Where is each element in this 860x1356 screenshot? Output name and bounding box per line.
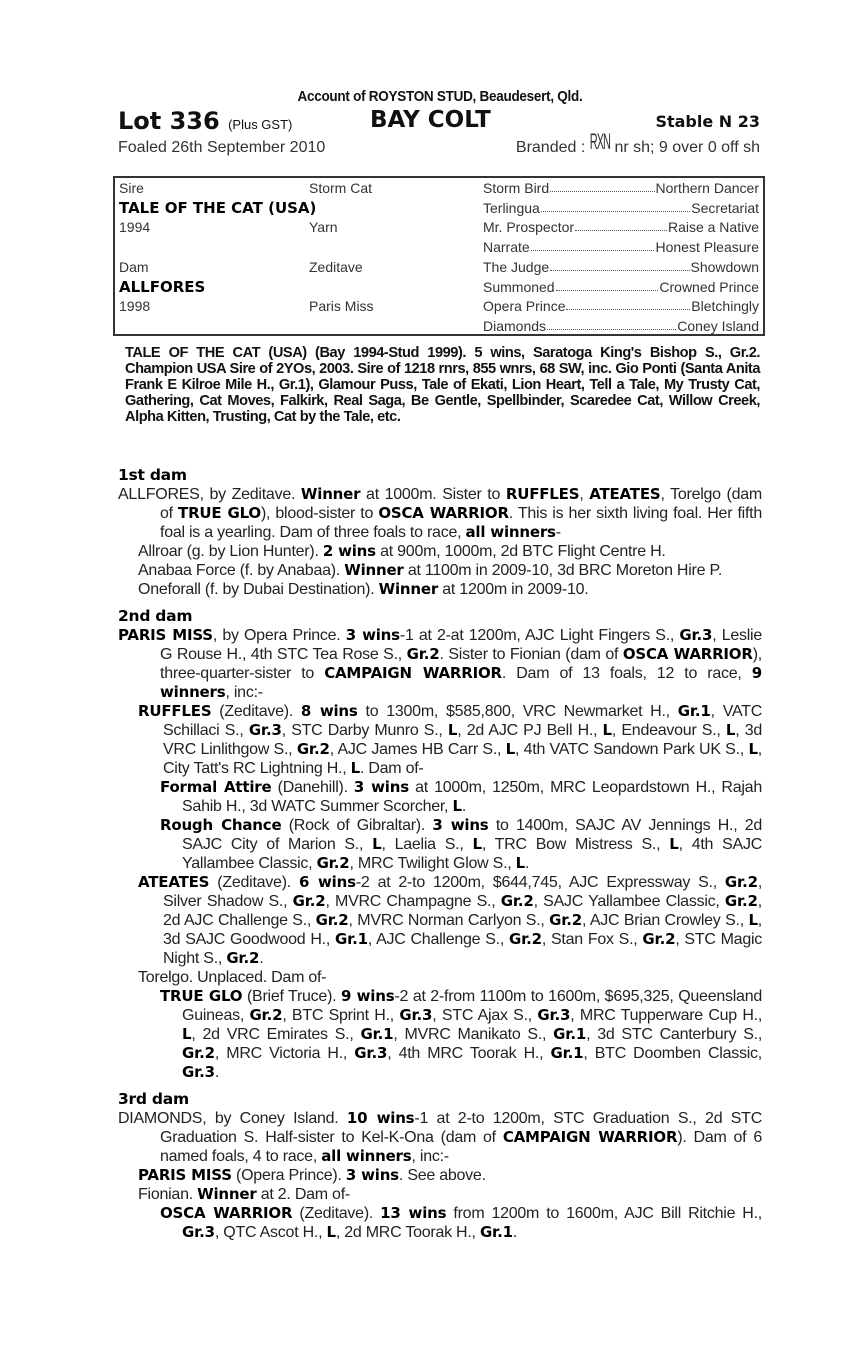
catalogue-body bbox=[118, 458, 762, 1250]
pedigree-col1: Sire bbox=[119, 180, 144, 196]
bold-text: Formal Attire bbox=[160, 778, 272, 796]
pedigree-col1: ALLFORES bbox=[119, 277, 206, 296]
bold-text: L bbox=[725, 721, 736, 739]
pedigree-ancestors bbox=[483, 259, 759, 275]
bold-text: 10 wins bbox=[346, 1109, 415, 1127]
text: . bbox=[512, 1224, 518, 1241]
pedigree-ancestors bbox=[483, 298, 759, 314]
bold-text: 9 wins bbox=[340, 987, 395, 1005]
produce-entry bbox=[118, 1109, 762, 1166]
text: at 1100m in 2009-10, 3d BRC Moreton Hire P. bbox=[403, 562, 723, 579]
text: , inc:- bbox=[411, 1148, 449, 1165]
text: , BTC Sprint H., bbox=[282, 1007, 400, 1024]
pedigree-ancestors bbox=[483, 200, 759, 216]
brand-mark: RXN bbox=[589, 131, 610, 155]
text: -2 at 2-to 1200m, $644,745, AJC Expressway S., bbox=[355, 874, 725, 891]
leader-dots bbox=[547, 318, 676, 330]
bold-text: Gr.2 bbox=[406, 645, 440, 663]
produce-entry bbox=[118, 1166, 762, 1185]
pedigree-col1: TALE OF THE CAT (USA) bbox=[119, 198, 317, 217]
text: (Rock of Gibraltar). bbox=[281, 817, 433, 834]
section-heading: 2nd dam bbox=[118, 607, 193, 625]
lot-number bbox=[118, 107, 292, 135]
bold-text: Gr.2 bbox=[226, 949, 260, 967]
text: at 1000m. Sister to bbox=[360, 486, 506, 503]
text: . bbox=[461, 798, 467, 815]
text: ALLFORES, by Zeditave. bbox=[118, 486, 301, 503]
ancestor-right: Northern Dancer bbox=[655, 180, 759, 196]
text: , MRC Tupperware Cup H., bbox=[570, 1007, 763, 1024]
pedigree-row bbox=[119, 317, 759, 336]
pedigree-col2: Storm Cat bbox=[309, 180, 373, 196]
text: , 3d STC Canterbury S., bbox=[586, 1026, 763, 1043]
bold-text: Gr.1 bbox=[334, 930, 368, 948]
ancestor-left: Narrate bbox=[483, 239, 530, 256]
bold-text: Rough Chance bbox=[160, 816, 282, 834]
bold-text: PARIS MISS bbox=[118, 626, 213, 644]
section-heading: 3rd dam bbox=[118, 1090, 189, 1108]
bold-text: CAMPAIGN WARRIOR bbox=[502, 1128, 678, 1146]
bold-text: Gr.2 bbox=[316, 854, 350, 872]
text: , STC Darby Munro S., bbox=[281, 722, 448, 739]
bold-text: Gr.2 bbox=[315, 911, 349, 929]
branded-label: Branded : bbox=[515, 139, 586, 156]
bold-text: Gr.3 bbox=[679, 626, 713, 644]
foaled-date: Foaled 26th September 2010 bbox=[118, 139, 326, 156]
text: . bbox=[259, 950, 264, 967]
ancestor-left: Summoned bbox=[483, 278, 555, 295]
bold-text: OSCA WARRIOR bbox=[378, 504, 509, 522]
text: . This is her sixth living foal. Her fifth foal is a yearling. Dam of three foals to race, bbox=[160, 505, 763, 541]
text: , Torelgo (dam of bbox=[160, 486, 763, 522]
text: , MVRC Manikato S., bbox=[393, 1026, 554, 1043]
text: at 900m, 1000m, 2d BTC Flight Centre H. bbox=[375, 543, 666, 560]
text: , STC Ajax S., bbox=[432, 1007, 538, 1024]
bold-text: Gr.1 bbox=[360, 1025, 394, 1043]
bold-text: Gr.3 bbox=[354, 1044, 388, 1062]
text: , 4th MRC Toorak H., bbox=[387, 1045, 551, 1062]
bold-text: L bbox=[350, 759, 360, 777]
text: , Laelia S., bbox=[381, 836, 473, 853]
vendor-account: Account of ROYSTON STUD, Beaudesert, Qld. bbox=[297, 88, 583, 105]
text: from 1200m to 1600m, AJC Bill Ritchie H., bbox=[446, 1205, 762, 1222]
leader-dots bbox=[550, 180, 654, 192]
text: (Danehill). bbox=[271, 779, 354, 796]
text: , AJC Challenge S., bbox=[367, 931, 509, 948]
text: , STC Magic Night S., bbox=[163, 931, 763, 967]
lot-line bbox=[118, 107, 762, 137]
bold-text: Gr.2 bbox=[549, 911, 583, 929]
pedigree-row bbox=[119, 238, 759, 257]
text: at 2. Dam of- bbox=[256, 1186, 350, 1203]
bold-text: L bbox=[515, 854, 526, 872]
text: , AJC James HB Carr S., bbox=[329, 741, 506, 758]
bold-text: 6 wins bbox=[298, 873, 356, 891]
bold-text: Gr.3 bbox=[537, 1006, 571, 1024]
text: , 3d VRC Linlithgow S., bbox=[163, 722, 763, 758]
text: . Dam of- bbox=[359, 760, 424, 777]
lot-label: Lot 336 bbox=[118, 107, 220, 135]
text: -1 at 2-at 1200m, AJC Light Fingers S., bbox=[399, 627, 680, 644]
ancestor-left: Storm Bird bbox=[483, 180, 550, 196]
ancestor-right: Showdown bbox=[690, 258, 759, 275]
bold-text: 3 wins bbox=[353, 778, 409, 796]
pedigree-ancestors bbox=[483, 279, 759, 295]
bold-text: Gr.3 bbox=[182, 1223, 215, 1241]
leader-dots bbox=[541, 200, 690, 212]
text: . Sister to Fionian (dam of bbox=[439, 646, 623, 663]
pedigree-row bbox=[119, 199, 759, 218]
text: , Silver Shadow S., bbox=[163, 874, 763, 910]
pedigree-row bbox=[119, 297, 759, 316]
bold-text: PARIS MISS bbox=[138, 1166, 232, 1184]
text: (Zeditave). bbox=[292, 1205, 381, 1222]
bold-text: Gr.2 bbox=[296, 740, 330, 758]
text: Fionian. bbox=[138, 1186, 198, 1203]
produce-entry bbox=[118, 542, 762, 561]
bold-text: L bbox=[182, 1025, 192, 1043]
leader-dots bbox=[556, 279, 659, 291]
text: ), blood-sister to bbox=[260, 505, 379, 522]
text: -2 at 2-from 1100m to 1600m, $695,325, Queensland Guineas, bbox=[182, 988, 762, 1024]
text: Allroar (g. by Lion Hunter). bbox=[138, 543, 323, 560]
text: , MVRC Norman Carlyon S., bbox=[348, 912, 550, 929]
produce-entry bbox=[118, 873, 762, 968]
text: . See above. bbox=[398, 1167, 486, 1184]
text: , Leslie G Rouse H., 4th STC Tea Rose S., bbox=[160, 627, 762, 663]
pedigree-col1: Dam bbox=[119, 258, 149, 275]
pedigree-table bbox=[113, 176, 765, 336]
bold-text: Winner bbox=[344, 561, 404, 579]
bold-text: OSCA WARRIOR bbox=[160, 1204, 293, 1222]
bold-text: Gr.3 bbox=[399, 1006, 433, 1024]
pedigree-ancestors bbox=[483, 180, 759, 196]
bold-text: 8 wins bbox=[300, 702, 358, 720]
produce-entry bbox=[118, 626, 762, 702]
bold-text: all winners bbox=[321, 1147, 412, 1165]
leader-dots bbox=[575, 219, 667, 231]
produce-entry bbox=[118, 561, 762, 580]
bold-text: Gr.2 bbox=[249, 1006, 283, 1024]
text: , 4th SAJC Yallambee Classic, bbox=[182, 836, 763, 872]
text: Anabaa Force (f. by Anabaa). bbox=[138, 562, 345, 579]
produce-entry bbox=[118, 485, 762, 542]
bold-text: 2 wins bbox=[322, 542, 376, 560]
pedigree-col1: 1994 bbox=[119, 219, 151, 236]
bold-text: ATEATES bbox=[138, 873, 210, 891]
bold-text: RUFFLES bbox=[138, 702, 212, 720]
bold-text: L bbox=[748, 740, 758, 758]
pedigree-row bbox=[119, 258, 759, 277]
section-heading: 1st dam bbox=[118, 466, 187, 484]
bold-text: Winner bbox=[300, 485, 361, 503]
text: at 1000m, 1250m, MRC Leopardstown H., Rajah Sahib H., 3d WATC Summer Scorcher, bbox=[182, 779, 762, 815]
text: to 1400m, SAJC AV Jennings H., 2d SAJC City of Marion S., bbox=[182, 817, 763, 853]
ancestor-left: Opera Prince bbox=[483, 298, 566, 315]
text: , SAJC Yallambee Classic, bbox=[533, 893, 725, 910]
text: (Brief Truce). bbox=[242, 988, 341, 1005]
text: Torelgo. Unplaced. Dam of- bbox=[138, 969, 327, 986]
dam-section bbox=[118, 607, 762, 1082]
bold-text: RUFFLES bbox=[505, 485, 580, 503]
bold-text: Gr.3 bbox=[248, 721, 282, 739]
bold-text: CAMPAIGN WARRIOR bbox=[324, 664, 502, 682]
stable-location: Stable N 23 bbox=[655, 112, 760, 131]
ancestor-right: Raise a Native bbox=[667, 219, 759, 236]
pedigree-ancestors bbox=[483, 239, 759, 255]
brand-detail: nr sh; 9 over 0 off sh bbox=[614, 139, 760, 156]
text: ). Dam of 6 named foals, 4 to race, bbox=[160, 1129, 762, 1165]
text: , MRC Twilight Glow S., bbox=[349, 855, 516, 872]
ancestor-left: Diamonds bbox=[483, 317, 547, 334]
pedigree-col2: Paris Miss bbox=[309, 298, 374, 315]
pedigree-ancestors bbox=[483, 219, 759, 235]
produce-entry bbox=[118, 580, 762, 599]
pedigree-row bbox=[119, 278, 759, 297]
text: (Opera Prince). bbox=[231, 1167, 346, 1184]
text: , QTC Ascot H., bbox=[214, 1224, 327, 1241]
leader-dots bbox=[550, 259, 689, 271]
bold-text: L bbox=[505, 740, 515, 758]
bold-text: OSCA WARRIOR bbox=[622, 645, 753, 663]
bold-text: Gr.2 bbox=[508, 930, 542, 948]
text: . bbox=[525, 855, 530, 872]
pedigree-col2: Yarn bbox=[309, 219, 338, 236]
bold-text: Gr.2 bbox=[292, 892, 326, 910]
bold-text: ATEATES bbox=[589, 485, 661, 503]
bold-text: TRUE GLO bbox=[178, 504, 261, 522]
gst-note: (Plus GST) bbox=[228, 117, 293, 132]
bold-text: 3 wins bbox=[345, 1166, 399, 1184]
produce-entry bbox=[118, 987, 762, 1082]
ancestor-right: Crowned Prince bbox=[659, 278, 759, 295]
text: , 2d MRC Toorak H., bbox=[335, 1224, 480, 1241]
ancestor-right: Honest Pleasure bbox=[655, 239, 759, 256]
bold-text: L bbox=[748, 911, 758, 929]
text: , Stan Fox S., bbox=[541, 931, 643, 948]
ancestor-left: Mr. Prospector bbox=[483, 219, 575, 236]
ancestor-right: Bletchingly bbox=[691, 298, 759, 315]
text: (Zeditave). bbox=[211, 703, 301, 720]
bold-text: 13 wins bbox=[380, 1204, 447, 1222]
ancestor-left: Terlingua bbox=[483, 199, 540, 216]
text: - bbox=[555, 524, 561, 541]
bold-text: TRUE GLO bbox=[160, 987, 243, 1005]
bold-text: Gr.1 bbox=[677, 702, 711, 720]
foaling-line bbox=[118, 131, 762, 161]
sire-summary: TALE OF THE CAT (USA) (Bay 1994-Stud 1999). 5 wins, Saratoga King's Bishop S., Gr.2. Champion USA Sire of 2YOs, 2003. Sire of 1218 rnrs, 855 wnrs, 68 SW, inc. Gio Ponti (Santa Anita Frank E Kilroe Mile H., Gr.1), Glamour Puss, Tale of Ekati, Lion Heart, Tell a Tale, My Trusty Cat, Gathering, Cat Moves, Falkirk, Real Saga, Be Gentle, Spellbinder, Scaredee Cat, Willow Creek, Alpha Kitten, Trusting, Cat by the Tale, etc. bbox=[125, 345, 760, 425]
bold-text: Gr.2 bbox=[724, 873, 758, 891]
bold-text: L bbox=[602, 721, 612, 739]
text: (Zeditave). bbox=[209, 874, 299, 891]
text: , MRC Victoria H., bbox=[214, 1045, 355, 1062]
pedigree-row bbox=[119, 179, 759, 198]
brand-info bbox=[515, 131, 760, 157]
text: -1 at 2-to 1200m, STC Graduation S., 2d STC Graduation S. Half-sister to Kel-K-Ona (dam of bbox=[160, 1110, 762, 1146]
produce-entry bbox=[118, 778, 762, 816]
bold-text: L bbox=[372, 835, 382, 853]
bold-text: 3 wins bbox=[345, 626, 400, 644]
bold-text: Gr.1 bbox=[550, 1044, 584, 1062]
pedigree-col1: 1998 bbox=[119, 298, 151, 315]
bold-text: Gr.2 bbox=[642, 930, 676, 948]
produce-entry bbox=[118, 702, 762, 778]
text: , 2d AJC Challenge S., bbox=[163, 893, 762, 929]
dam-section bbox=[118, 1090, 762, 1242]
horse-description: BAY COLT bbox=[370, 107, 491, 133]
text: , 3d SAJC Goodwood H., bbox=[163, 912, 762, 948]
ancestor-right: Coney Island bbox=[677, 317, 759, 334]
pedigree-col2: Zeditave bbox=[309, 258, 363, 275]
produce-entry bbox=[118, 1204, 762, 1242]
bold-text: L bbox=[472, 835, 482, 853]
bold-text: Gr.2 bbox=[500, 892, 534, 910]
produce-entry bbox=[118, 1185, 762, 1204]
text: , 2d AJC PJ Bell H., bbox=[457, 722, 603, 739]
text: , BTC Doomben Classic, bbox=[583, 1045, 762, 1062]
text: , TRC Bow Mistress S., bbox=[481, 836, 670, 853]
text: , bbox=[579, 486, 590, 503]
text: , 2d VRC Emirates S., bbox=[191, 1026, 361, 1043]
text: , AJC Brian Crowley S., bbox=[582, 912, 749, 929]
text: to 1300m, $585,800, VRC Newmarket H., bbox=[357, 703, 678, 720]
ancestor-right: Secretariat bbox=[691, 199, 759, 216]
bold-text: L bbox=[326, 1223, 336, 1241]
text: , VATC Schillaci S., bbox=[163, 703, 762, 739]
text: . bbox=[214, 1064, 220, 1081]
bold-text: all winners bbox=[465, 523, 556, 541]
text: . Dam of 13 foals, 12 to race, bbox=[501, 665, 752, 682]
bold-text: L bbox=[447, 721, 458, 739]
text: , MVRC Champagne S., bbox=[325, 893, 501, 910]
bold-text: Winner bbox=[197, 1185, 257, 1203]
ancestor-left: The Judge bbox=[483, 258, 550, 275]
bold-text: Gr.2 bbox=[724, 892, 758, 910]
bold-text: Winner bbox=[378, 580, 439, 598]
bold-text: L bbox=[452, 797, 462, 815]
leader-dots bbox=[566, 298, 690, 310]
produce-entry bbox=[118, 968, 762, 987]
bold-text: Gr.1 bbox=[479, 1223, 513, 1241]
bold-text: 3 wins bbox=[432, 816, 489, 834]
bold-text: 9 winners bbox=[160, 664, 763, 701]
text: , 4th VATC Sandown Park UK S., bbox=[515, 741, 749, 758]
produce-entry bbox=[118, 816, 762, 873]
bold-text: Gr.2 bbox=[182, 1044, 215, 1062]
text: , inc:- bbox=[225, 684, 263, 701]
bold-text: Gr.1 bbox=[553, 1025, 587, 1043]
text: DIAMONDS, by Coney Island. bbox=[118, 1110, 347, 1127]
dam-section bbox=[118, 466, 762, 599]
text: ), three-quarter-sister to bbox=[160, 646, 762, 682]
pedigree-row bbox=[119, 218, 759, 237]
text: Oneforall (f. by Dubai Destination). bbox=[138, 581, 379, 598]
text: , Endeavour S., bbox=[611, 722, 726, 739]
text: , by Opera Prince. bbox=[212, 627, 346, 644]
text: , City Tatt's RC Lightning H., bbox=[163, 741, 762, 777]
bold-text: Gr.3 bbox=[182, 1063, 215, 1081]
text: at 1200m in 2009-10. bbox=[438, 581, 589, 598]
pedigree-ancestors bbox=[483, 318, 759, 334]
lot-header bbox=[118, 88, 762, 161]
bold-text: L bbox=[669, 835, 679, 853]
leader-dots bbox=[531, 239, 655, 251]
